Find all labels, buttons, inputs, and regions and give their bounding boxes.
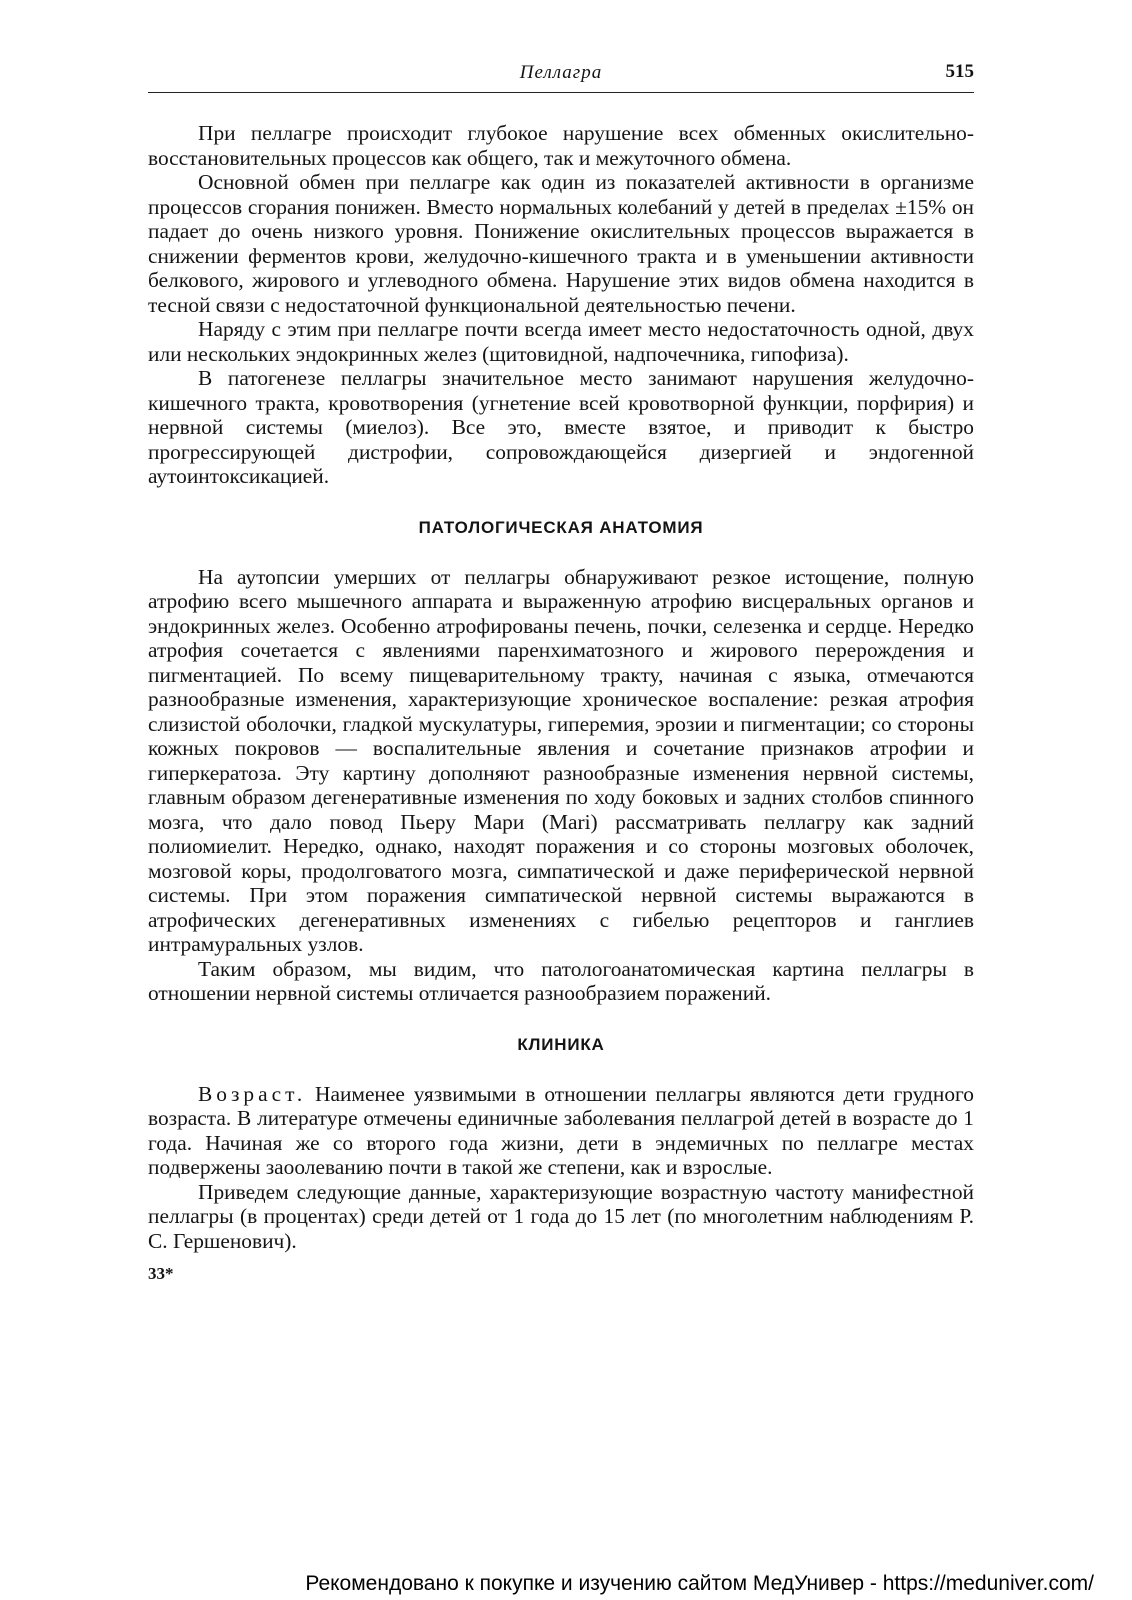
- signature-mark: 33*: [148, 1264, 174, 1283]
- page-body: [148, 121, 974, 1287]
- paragraph-text: Наименее уязвимыми в отношении пеллагры являются дети грудного возраста. В литературе отмечены единичные заболевания пеллагрой детей в возрасте до 1 года. Начиная же со второго года жизни, дети в эндемичных по пеллагре местах подвержены заоолеванию почти в такой же степени, как и взрослые.: [148, 1081, 974, 1179]
- paragraph: [148, 1082, 974, 1180]
- paragraph: При пеллагре происходит глубокое нарушение всех обменных окислительно-восстановительных процессов как общего, так и межуточного обмена.: [148, 121, 974, 170]
- paragraph: На аутопсии умерших от пеллагры обнаруживают резкое истощение, полную атрофию всего мышечного аппарата и выраженную атрофию висцеральных органов и эндокринных желез. Особенно атрофированы печень, почки, селезенка и сердце. Нередко атрофия сочетается с явлениями паренхиматозного и жирового перерождения и пигментацией. По всему пищеварительному тракту, начиная с языка, отмечаются разнообразные изменения, характеризующие хроническое воспаление: резкая атрофия слизистой оболочки, гладкой мускулатуры, гиперемия, эрозии и пигментации; со стороны кожных покровов — воспалительные явления и сочетание признаков атрофии и гиперкератоза. Эту картину дополняют разнообразные изменения нервной системы, главным образом дегенеративные изменения по ходу боковых и задних столбов спинного мозга, что дало повод Пьеру Мари (Mari) рассматривать пеллагру как задний полиомиелит. Нередко, однако, находят поражения и со стороны мозговых оболочек, мозговой коры, продолговатого мозга, симпатической и даже периферической нервной системы. При этом поражения симпатической нервной системы выражаются в атрофических дегенеративных изменениях с гибелью рецепторов и ганглиев интрамуральных узлов.: [148, 564, 974, 956]
- paragraph: Основной обмен при пеллагре как один из показателей активности в организме процессов сгорания понижен. Вместо нормальных колебаний у детей в пределах ±15% он падает до очень низкого уровня. Понижение окислительных процессов выражается в снижении ферментов крови, желудочно-кишечного тракта и в уменьшении активности белкового, жирового и углеводного обмена. Нарушение этих видов обмена находится в тесной связи с недостаточной функциональной деятельностью печени.: [148, 170, 974, 317]
- paragraph: В патогенезе пеллагры значительное место занимают нарушения желудочно-кишечного тракта, кровотворения (угнетение всей кровотворной функции, порфирия) и нервной системы (миелоз). Все это, вместе взятое, и приводит к быстро прогрессирующей дистрофии, сопровождающейся дизергией и эндогенной аутоинтоксикацией.: [148, 366, 974, 488]
- paragraph: Приведем следующие данные, характеризующие возрастную частоту манифестной пеллагры (в процентах) среди детей от 1 года до 15 лет (по многолетним наблюдениям Р. С. Гершенович).: [148, 1179, 974, 1253]
- paragraph: Наряду с этим при пеллагре почти всегда имеет место недостаточность одной, двух или нескольких эндокринных желез (щитовидной, надпочечника, гипофиза).: [148, 317, 974, 366]
- lead-word: Возраст.: [198, 1081, 307, 1106]
- paragraph: Таким образом, мы видим, что патологоанатомическая картина пеллагры в отношении нервной системы отличается разнообразием поражений.: [148, 956, 974, 1005]
- section-heading-clinic: КЛИНИКА: [517, 1034, 605, 1054]
- footer-recommendation: Рекомендовано к покупке и изучению сайтом МедУнивер - https://meduniver.com/: [305, 1572, 1094, 1595]
- section-heading-pathology: ПАТОЛОГИЧЕСКАЯ АНАТОМИЯ: [418, 517, 704, 537]
- running-head: [148, 58, 974, 93]
- book-page: [148, 58, 974, 1287]
- running-title: Пеллагра: [519, 62, 603, 83]
- page-number: 515: [945, 61, 974, 82]
